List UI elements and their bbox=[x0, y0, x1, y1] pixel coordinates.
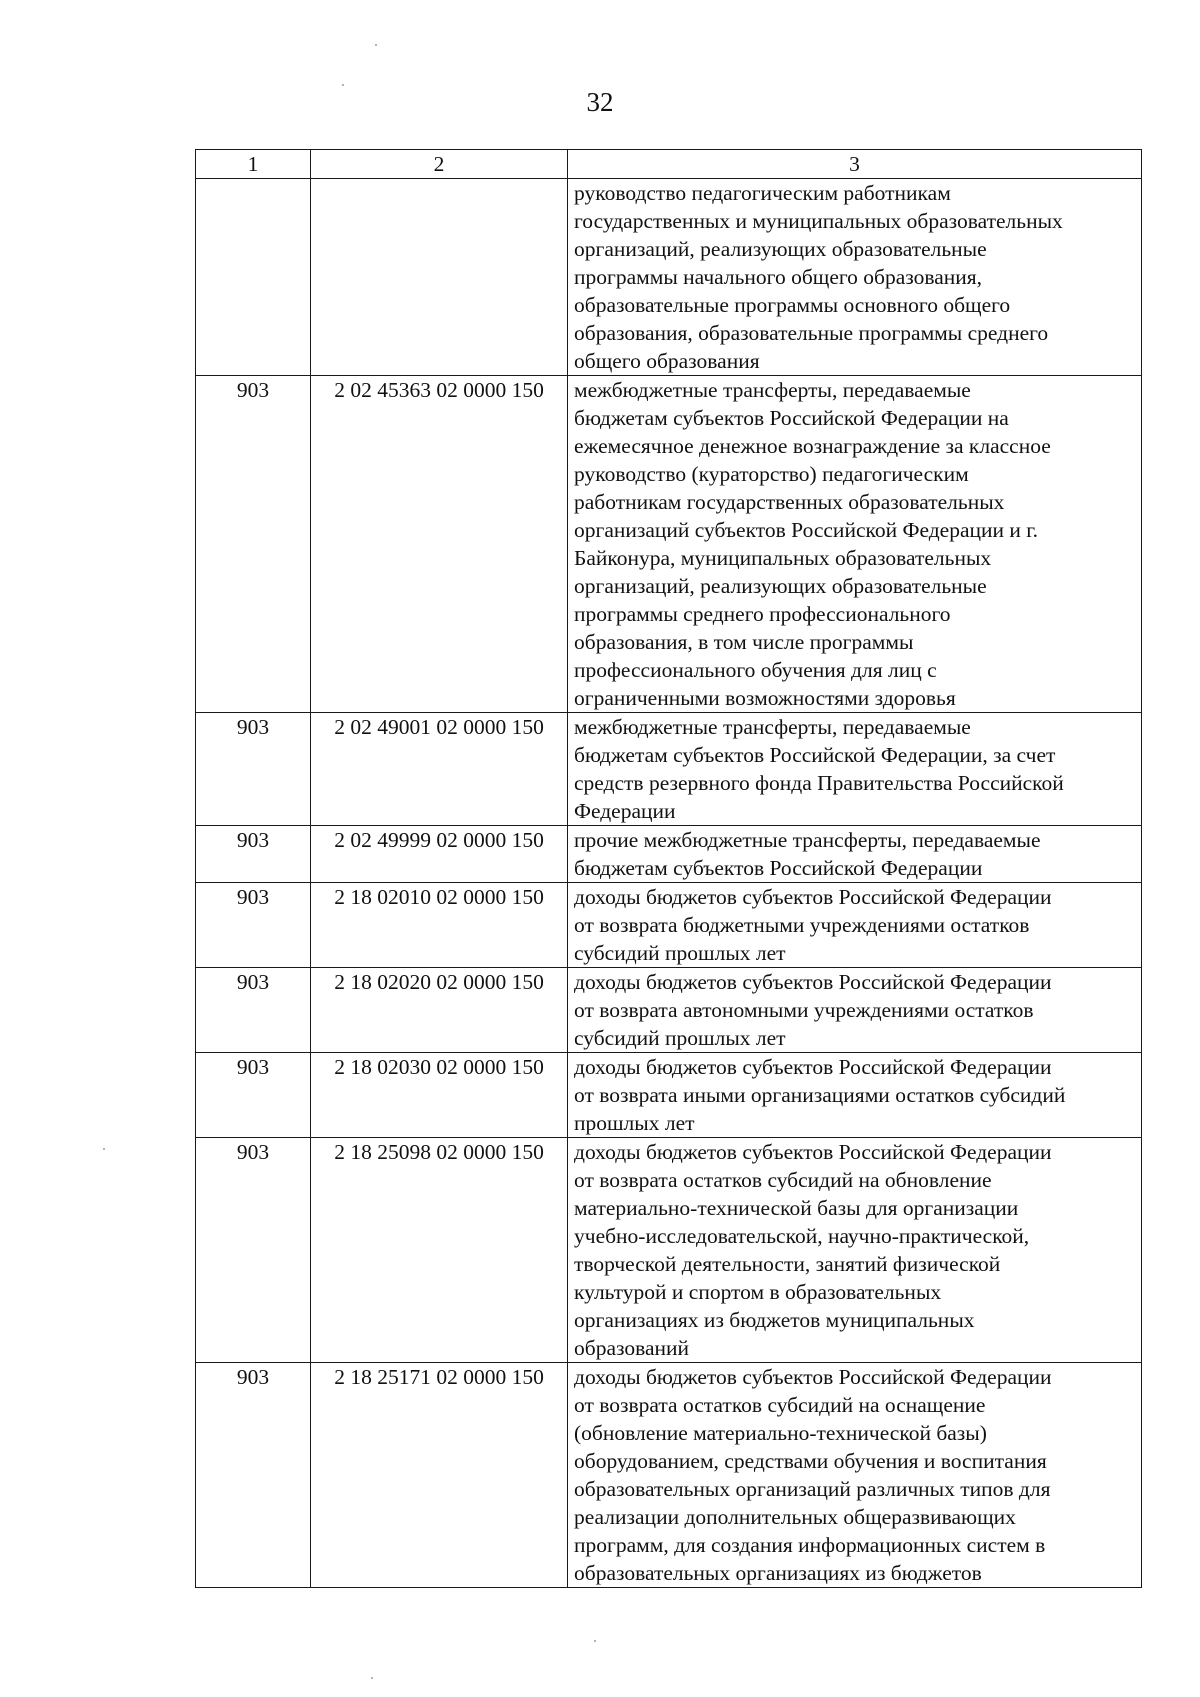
description-line: организаций, реализующих образовательные bbox=[574, 237, 987, 261]
description-line: (обновление материально-технической базы) bbox=[574, 1421, 987, 1445]
description-cell bbox=[568, 376, 1142, 713]
scan-mark bbox=[594, 1640, 596, 1642]
description-line: от возврата автономными учреждениями остатков bbox=[574, 998, 1034, 1022]
budget-code-cell: 2 02 49999 02 0000 150 bbox=[311, 826, 568, 883]
description-line: государственных и муниципальных образовательных bbox=[574, 209, 1063, 233]
description-cell bbox=[568, 179, 1142, 376]
description-cell bbox=[568, 1053, 1142, 1138]
description-line: прошлых лет bbox=[574, 1111, 695, 1135]
column-header-1: 1 bbox=[196, 150, 311, 179]
description-line: образований bbox=[574, 1336, 690, 1360]
scan-mark bbox=[371, 1677, 373, 1679]
description-line: межбюджетные трансферты, передаваемые bbox=[574, 378, 971, 402]
description-line: программы начального общего образования, bbox=[574, 265, 983, 289]
description-line: профессионального обучения для лиц с bbox=[574, 658, 937, 682]
description-line: руководство (кураторство) педагогическим bbox=[574, 462, 969, 486]
description-line: образовательных организаций различных типов для bbox=[574, 1477, 1051, 1501]
description-line: учебно-исследовательской, научно-практической, bbox=[574, 1224, 1030, 1248]
budget-code-cell: 2 02 49001 02 0000 150 bbox=[311, 713, 568, 826]
description-line: доходы бюджетов субъектов Российской Федерации bbox=[574, 1365, 1052, 1389]
description-line: от возврата остатков субсидий на обновление bbox=[574, 1168, 992, 1192]
budget-code-cell: 2 02 45363 02 0000 150 bbox=[311, 376, 568, 713]
description-line: программы среднего профессионального bbox=[574, 602, 951, 626]
description-line: образования, образовательные программы среднего bbox=[574, 321, 1049, 345]
table-header-row bbox=[196, 150, 1142, 179]
table-row bbox=[196, 883, 1142, 968]
description-line: бюджетам субъектов Российской Федерации на bbox=[574, 406, 1009, 430]
description-line: образования, в том числе программы bbox=[574, 630, 914, 654]
description-line: работникам государственных образовательных bbox=[574, 490, 1005, 514]
description-line: доходы бюджетов субъектов Российской Федерации bbox=[574, 970, 1052, 994]
admin-code-cell: 903 bbox=[196, 1138, 311, 1363]
description-line: творческой деятельности, занятий физической bbox=[574, 1252, 1001, 1276]
table-row bbox=[196, 1053, 1142, 1138]
description-line: доходы бюджетов субъектов Российской Федерации bbox=[574, 885, 1052, 909]
budget-codes-table bbox=[195, 149, 1142, 1588]
description-line: доходы бюджетов субъектов Российской Федерации bbox=[574, 1140, 1052, 1164]
description-line: реализации дополнительных общеразвивающих bbox=[574, 1505, 1016, 1529]
table-body bbox=[196, 179, 1142, 1588]
description-line: бюджетам субъектов Российской Федерации bbox=[574, 856, 983, 880]
budget-code-cell: 2 18 02030 02 0000 150 bbox=[311, 1053, 568, 1138]
table-row bbox=[196, 1363, 1142, 1588]
admin-code-cell: 903 bbox=[196, 1053, 311, 1138]
admin-code-cell: 903 bbox=[196, 968, 311, 1053]
description-line: образовательных организациях из бюджетов bbox=[574, 1561, 982, 1585]
column-header-2: 2 bbox=[311, 150, 568, 179]
description-line: от возврата бюджетными учреждениями остатков bbox=[574, 913, 1030, 937]
description-cell bbox=[568, 826, 1142, 883]
description-line: ограниченными возможностями здоровья bbox=[574, 686, 956, 710]
description-line: программ, для создания информационных систем в bbox=[574, 1533, 1046, 1557]
description-line: средств резервного фонда Правительства Российской bbox=[574, 771, 1064, 795]
description-line: общего образования bbox=[574, 349, 760, 373]
description-cell bbox=[568, 883, 1142, 968]
description-line: прочие межбюджетные трансферты, передаваемые bbox=[574, 828, 1041, 852]
admin-code-cell: 903 bbox=[196, 1363, 311, 1588]
description-line: организациях из бюджетов муниципальных bbox=[574, 1308, 975, 1332]
description-line: межбюджетные трансферты, передаваемые bbox=[574, 715, 971, 739]
description-cell bbox=[568, 1138, 1142, 1363]
admin-code-cell bbox=[196, 179, 311, 376]
description-line: культурой и спортом в образовательных bbox=[574, 1280, 942, 1304]
column-header-3: 3 bbox=[568, 150, 1142, 179]
description-line: бюджетам субъектов Российской Федерации, за счет bbox=[574, 743, 1056, 767]
description-cell bbox=[568, 713, 1142, 826]
budget-code-cell: 2 18 02010 02 0000 150 bbox=[311, 883, 568, 968]
description-line: материально-технической базы для организации bbox=[574, 1196, 1019, 1220]
scan-mark bbox=[103, 1148, 105, 1150]
admin-code-cell: 903 bbox=[196, 376, 311, 713]
description-line: доходы бюджетов субъектов Российской Федерации bbox=[574, 1055, 1052, 1079]
scan-mark bbox=[375, 44, 377, 46]
table-row bbox=[196, 968, 1142, 1053]
table-row bbox=[196, 826, 1142, 883]
description-line: от возврата остатков субсидий на оснащение bbox=[574, 1393, 986, 1417]
description-line: от возврата иными организациями остатков субсидий bbox=[574, 1083, 1066, 1107]
admin-code-cell: 903 bbox=[196, 713, 311, 826]
admin-code-cell: 903 bbox=[196, 883, 311, 968]
budget-code-cell: 2 18 02020 02 0000 150 bbox=[311, 968, 568, 1053]
table-row bbox=[196, 179, 1142, 376]
description-line: оборудованием, средствами обучения и воспитания bbox=[574, 1449, 1047, 1473]
description-cell bbox=[568, 1363, 1142, 1588]
budget-code-cell: 2 18 25098 02 0000 150 bbox=[311, 1138, 568, 1363]
table-row bbox=[196, 1138, 1142, 1363]
description-line: Федерации bbox=[574, 799, 676, 823]
admin-code-cell: 903 bbox=[196, 826, 311, 883]
table-row bbox=[196, 713, 1142, 826]
budget-code-cell: 2 18 25171 02 0000 150 bbox=[311, 1363, 568, 1588]
description-line: организаций субъектов Российской Федерации и г. bbox=[574, 518, 1039, 542]
page-number: 32 bbox=[586, 87, 614, 117]
description-cell bbox=[568, 968, 1142, 1053]
description-line: Байконура, муниципальных образовательных bbox=[574, 546, 992, 570]
description-line: образовательные программы основного общего bbox=[574, 293, 1011, 317]
description-line: организаций, реализующих образовательные bbox=[574, 574, 987, 598]
description-line: субсидий прошлых лет bbox=[574, 941, 786, 965]
description-line: руководство педагогическим работникам bbox=[574, 181, 951, 205]
budget-code-cell bbox=[311, 179, 568, 376]
table-row bbox=[196, 376, 1142, 713]
description-line: субсидий прошлых лет bbox=[574, 1026, 786, 1050]
description-line: ежемесячное денежное вознаграждение за классное bbox=[574, 434, 1051, 458]
